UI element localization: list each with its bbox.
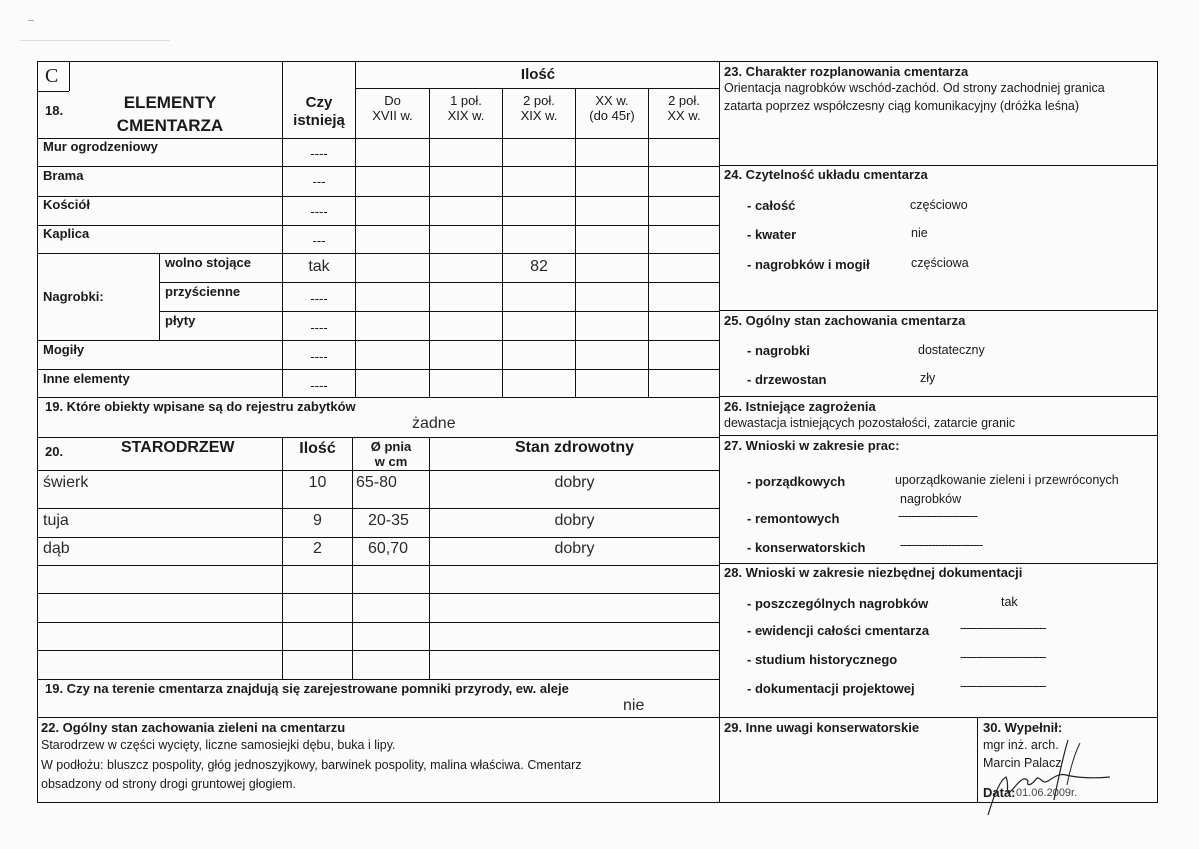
section-23-line2: zatarta poprzez współczesny ciąg komunikacyjny (dróżka leśna)	[724, 99, 1080, 113]
section-22-line3: obsadzony od strony drogi gruntowej głogiem.	[41, 777, 297, 791]
col-xx45-line2: (do 45r)	[589, 108, 635, 123]
section-letter: C	[45, 65, 59, 87]
section-23-label: 23. Charakter rozplanowania cmentarza	[724, 64, 969, 79]
works-cleanup-value-line2: nagrobków	[900, 492, 962, 506]
tree-2-name: tuja	[43, 512, 69, 529]
works-cleanup-label: - porządkowych	[747, 474, 846, 489]
trunk-diameter-line1: Ø pnia	[370, 439, 412, 454]
row-freestanding-xix2: 82	[530, 258, 548, 275]
section-30-label: 30. Wypełnił:	[983, 720, 1063, 735]
row-graves-exists: ----	[310, 349, 328, 364]
row-gravestones-label: Nagrobki:	[43, 289, 104, 304]
date-value: 01.06.2009r.	[1016, 787, 1078, 799]
col-xix1-line2: XIX w.	[447, 108, 485, 123]
legibility-graves-value: częściowa	[911, 256, 969, 270]
trees-qty-header: Ilość	[299, 440, 336, 457]
row-freestanding-exists: tak	[308, 258, 330, 275]
filled-by-title: mgr inż. arch.	[983, 738, 1059, 752]
quantity-header: Ilość	[520, 66, 556, 83]
tree-2-qty: 9	[313, 512, 322, 529]
section-23-line1: Orientacja nagrobków wschód-zachód. Od strony zachodniej granica	[724, 81, 1105, 95]
doc-history-label: - studium historycznego	[747, 652, 898, 667]
section-22-line2: W podłożu: bluszcz pospolity, głóg jednoszyjkowy, barwinek pospolity, malina właściwa. Cmentarz	[41, 758, 582, 772]
section-27-label: 27. Wnioski w zakresie prac:	[724, 438, 900, 453]
condition-trees-label: - drzewostan	[747, 372, 827, 387]
section-22-label: 22. Ogólny stan zachowania zieleni na cmentarzu	[41, 720, 346, 735]
elements-title-line1: ELEMENTY	[123, 93, 217, 112]
section-29-label: 29. Inne uwagi konserwatorskie	[724, 720, 920, 735]
tree-1-state: dobry	[554, 474, 595, 491]
col-xvii-line1: Do	[384, 93, 401, 108]
exists-header-line1: Czy	[305, 94, 333, 111]
tree-2-state: dobry	[554, 512, 595, 529]
works-cleanup-value-line1: uporządkowanie zieleni i przewróconych	[895, 473, 1119, 487]
tree-1-name: świerk	[43, 474, 89, 491]
elements-title-line2: CMENTARZA	[116, 116, 224, 135]
col-xix1-line1: 1 poł.	[450, 93, 482, 108]
legibility-whole-label: - całość	[747, 198, 796, 213]
row-graves-label: Mogiły	[43, 342, 85, 357]
condition-trees-value: zły	[920, 371, 936, 385]
tree-1-qty: 10	[308, 474, 327, 491]
section-19-register-value: żadne	[412, 415, 456, 432]
works-repair-value: -------------------------	[898, 509, 978, 523]
works-repair-label: - remontowych	[747, 511, 840, 526]
section-19-register-label: 19. Które obiekty wpisane są do rejestru zabytków	[45, 399, 356, 414]
old-trees-title: STARODRZEW	[121, 439, 235, 456]
row-freestanding-label: wolno stojące	[165, 255, 251, 270]
condition-gravestones-label: - nagrobki	[747, 343, 810, 358]
row-slabs-label: płyty	[165, 313, 196, 328]
section-19-nature-value: nie	[623, 697, 645, 714]
section-25-label: 25. Ogólny stan zachowania cmentarza	[724, 313, 966, 328]
works-conservation-label: - konserwatorskich	[747, 540, 866, 555]
col-xix2-line1: 2 poł.	[523, 93, 555, 108]
row-church-label: Kościół	[43, 197, 90, 212]
section-28-label: 28. Wnioski w zakresie niezbędnej dokumentacji	[724, 565, 1023, 580]
col-xx2-line1: 2 poł.	[668, 93, 700, 108]
row-wall-mounted-exists: ----	[310, 291, 328, 306]
row-gate-exists: ---	[312, 174, 326, 189]
section-24-label: 24. Czytelność układu cmentarza	[724, 167, 928, 182]
section-18-number: 18.	[45, 103, 64, 118]
row-wall-label: Mur ogrodzeniowy	[43, 139, 158, 154]
doc-project-label: - dokumentacji projektowej	[747, 681, 915, 696]
exists-header-line2: istnieją	[293, 112, 345, 129]
doc-gravestones-label: - poszczególnych nagrobków	[747, 596, 929, 611]
row-wall-exists: ----	[310, 146, 328, 161]
row-chapel-exists: ---	[312, 233, 326, 248]
row-chapel-label: Kaplica	[43, 226, 90, 241]
section-26-label: 26. Istniejące zagrożenia	[724, 399, 876, 414]
tree-3-name: dąb	[43, 540, 70, 557]
tree-3-qty: 2	[313, 540, 322, 557]
section-20-number: 20.	[45, 444, 64, 459]
legibility-quarters-value: nie	[911, 226, 928, 240]
row-wall-mounted-label: przyścienne	[165, 284, 241, 299]
row-other-exists: ----	[310, 378, 328, 393]
filled-by-name: Marcin Palacz	[983, 756, 1062, 770]
health-state-header: Stan zdrowotny	[514, 439, 635, 456]
col-xvii-line2: XVII w.	[372, 108, 413, 123]
col-xix2-line2: XIX w.	[520, 108, 558, 123]
section-22-line1: Starodrzew w części wycięty, liczne samosiejki dębu, buka i lipy.	[41, 738, 396, 752]
doc-inventory-value: ---------------------------	[960, 621, 1046, 635]
legibility-graves-label: - nagrobków i mogił	[747, 257, 870, 272]
trunk-diameter-line2: w cm	[374, 454, 408, 469]
doc-project-value: ---------------------------	[960, 679, 1046, 693]
doc-history-value: ---------------------------	[960, 650, 1046, 664]
section-19-nature-label: 19. Czy na terenie cmentarza znajdują się zarejestrowane pomniki przyrody, ew. aleje	[45, 681, 569, 696]
row-slabs-exists: ----	[310, 320, 328, 335]
row-church-exists: ----	[310, 204, 328, 219]
tree-3-diameter: 60,70	[368, 540, 409, 557]
row-gate-label: Brama	[43, 168, 84, 183]
signature	[970, 735, 1130, 820]
works-conservation-value: --------------------------	[900, 538, 983, 552]
section-26-value: dewastacja istniejących pozostałości, zatarcie granic	[724, 416, 1016, 430]
doc-inventory-label: - ewidencji całości cmentarza	[747, 623, 930, 638]
condition-gravestones-value: dostateczny	[918, 343, 985, 357]
tree-2-diameter: 20-35	[368, 512, 409, 529]
row-other-label: Inne elementy	[43, 371, 130, 386]
tree-1-diameter: 65-80	[356, 474, 397, 491]
col-xx2-line2: XX w.	[667, 108, 701, 123]
tree-3-state: dobry	[554, 540, 595, 557]
col-xx45-line1: XX w.	[595, 93, 629, 108]
legibility-whole-value: częściowo	[910, 198, 968, 212]
doc-gravestones-value: tak	[1001, 595, 1018, 609]
legibility-quarters-label: - kwater	[747, 227, 797, 242]
date-label: Data:	[983, 785, 1016, 800]
